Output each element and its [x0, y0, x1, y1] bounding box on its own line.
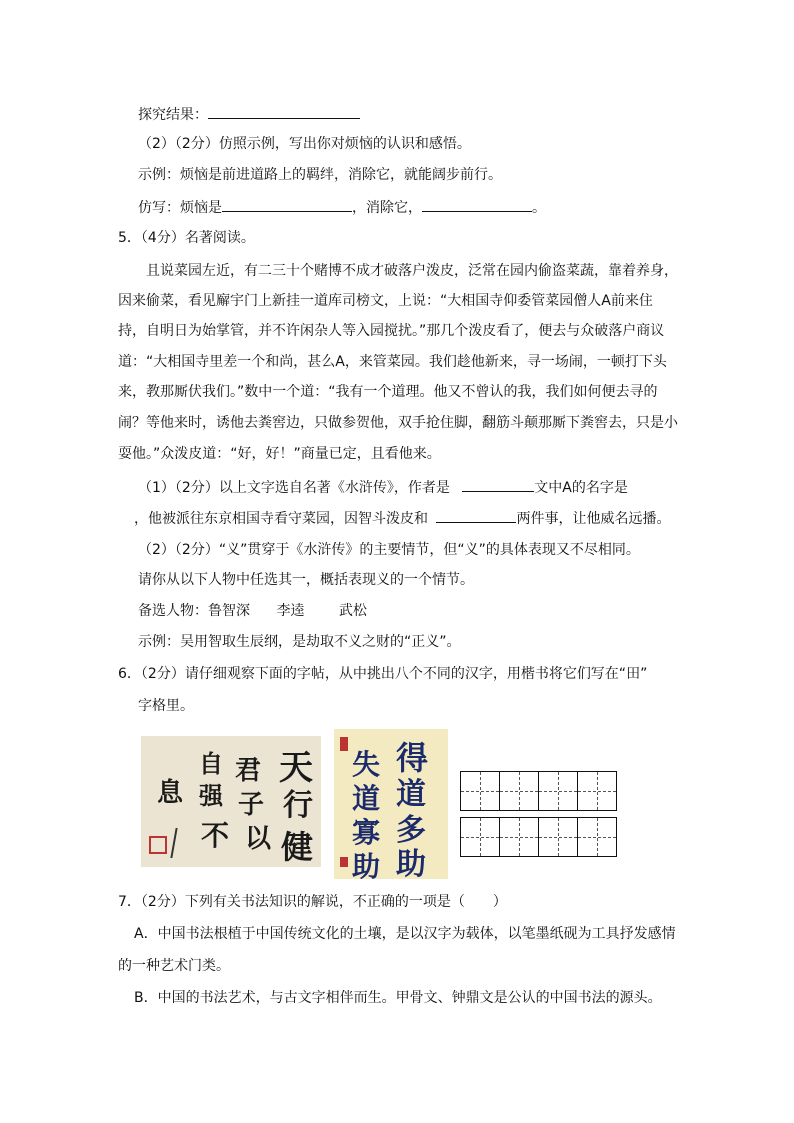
- imitate-middle: ，消除它，: [352, 200, 422, 216]
- calligraphy-image-2: [334, 729, 448, 879]
- q5-sub1-line2: [134, 508, 670, 529]
- imitate-prefix: 仿写：烦恼是: [138, 200, 222, 216]
- q5-options-line: [138, 601, 367, 621]
- tianzige-cell[interactable]: [460, 771, 500, 811]
- imitate-end: 。: [532, 200, 546, 216]
- calli1-char: 不: [201, 819, 230, 852]
- tianzige-row-1: [460, 771, 617, 811]
- calli1-char: 子: [238, 790, 265, 820]
- q5-option-2: 李逵: [276, 603, 305, 619]
- q5-passage-line: 来，教那厮伏我们。”数中一个道：“我有一个道理。他又不曾认的我，我们如何便去寻的: [118, 384, 658, 400]
- q4-2-title: （2）（2分）仿照示例，写出你对烦恼的认识和感悟。: [138, 136, 471, 152]
- tianzige-cell[interactable]: [577, 817, 617, 857]
- calligraphy-image-1: [141, 736, 321, 867]
- calli1-char: 行: [283, 788, 313, 823]
- q7-option-a-line2: 的一种艺术门类。: [118, 958, 230, 974]
- calli2-char: 助: [396, 847, 426, 879]
- q5-sub2-line2: 请你从以下人物中任选其一，概括表现义的一个情节。: [138, 572, 474, 588]
- q5-option-3: 武松: [338, 603, 367, 619]
- tianzige-cell[interactable]: [499, 771, 539, 811]
- seal-stamp: [149, 836, 167, 854]
- q5-sub1-text-a: （1）（2分）以上文字选自名著《水浒传》，作者是: [138, 480, 450, 496]
- explore-result-blank[interactable]: [208, 104, 360, 119]
- tianzige-cell[interactable]: [538, 771, 578, 811]
- q7-option-b[interactable]: B．中国的书法艺术，与古文字相伴而生。甲骨文、钟鼎文是公认的中国书法的源头。: [134, 990, 662, 1006]
- calli2-char: 助: [352, 850, 381, 879]
- calli1-char: 息: [157, 778, 184, 808]
- calli1-char: 健: [281, 828, 314, 866]
- q5-example: 示例：吴用智取生辰纲，是劫取不义之财的“正义”。: [138, 634, 461, 650]
- q5-option-1: 备选人物：鲁智深: [138, 603, 250, 619]
- q5-passage-line: 耍他。”众泼皮道：“好，好！”商量已定，且看他来。: [118, 446, 441, 462]
- tianzige-row-2: [460, 817, 617, 857]
- seal-stamp: [340, 737, 348, 751]
- calli1-char: 自: [199, 749, 223, 778]
- q5-sub1-line1: [138, 477, 628, 498]
- q5-passage-line: 闹？等他来时，诱他去粪窖边，只做参贺他，双手抢住脚，翻筋斗颠那厮下粪窖去，只是小: [118, 415, 678, 431]
- tianzige-cell[interactable]: [499, 817, 539, 857]
- calli1-char: 君: [235, 756, 262, 786]
- calli1-char: 天: [279, 748, 313, 788]
- explore-result-line: [138, 104, 360, 125]
- q5-passage-line: 且说菜园左近，有二三十个赌博不成才破落户泼皮，泛常在园内偷盗菜蔬，靠着养身，: [146, 263, 678, 279]
- q5-sub2-line1: （2）（2分）“义”贯穿于《水浒传》的主要情节，但“义”的具体表现又不尽相同。: [138, 542, 640, 558]
- tianzige-cell[interactable]: [577, 771, 617, 811]
- q5-passage-line: 持，自明日为始掌管，并不许闲杂人等入园搅扰。”那几个泼皮看了，便去与众破落户商议: [118, 323, 665, 339]
- q5-sub1-text-c: ，他被派往东京相国寺看守菜园，因智斗泼皮和: [134, 511, 428, 527]
- calli1-char: 强: [199, 781, 223, 810]
- q5-passage-line: 因来偷菜，看见廨宇门上新挂一道库司榜文，上说：“大相国寺仰委管菜园僧人A前来住: [118, 293, 653, 309]
- q5-event-blank[interactable]: [436, 508, 516, 523]
- signature-mark: [170, 828, 195, 858]
- q7-title: 7．（2分）下列有关书法知识的解说，不正确的一项是（ ）: [118, 894, 507, 910]
- imitate-blank-1[interactable]: [222, 197, 352, 212]
- q7-option-a-line1[interactable]: A．中国书法根植于中国传统文化的土壤，是以汉字为载体，以笔墨纸砚为工具抒发感情: [134, 926, 676, 942]
- q5-passage-line: 道：“大相国寺里差一个和尚，甚么A，来管菜园。我们趁他新来，寻一场闹，一顿打下头: [118, 354, 667, 370]
- q5-sub1-text-d: 两件事，让他威名远播。: [516, 511, 671, 527]
- calli1-char: 以: [245, 824, 272, 854]
- calli2-char: 寡: [352, 816, 381, 849]
- tianzige-cell[interactable]: [538, 817, 578, 857]
- tianzige-cell[interactable]: [460, 817, 500, 857]
- calli2-char: 多: [396, 813, 426, 848]
- q6-title-cont: 字格里。: [138, 698, 194, 714]
- calli2-char: 失: [352, 748, 381, 781]
- q5-title: 5．（4分）名著阅读。: [118, 230, 255, 246]
- q6-title: 6．（2分）请仔细观察下面的字帖，从中挑出八个不同的汉字，用楷书将它们写在“田”: [118, 666, 648, 682]
- q4-2-imitate-line: [138, 197, 546, 218]
- calli2-char: 得: [396, 739, 429, 777]
- q5-author-blank[interactable]: [462, 477, 534, 492]
- seal-stamp: [340, 857, 348, 867]
- q5-sub1-text-b: 文中A的名字是: [534, 480, 628, 496]
- imitate-blank-2[interactable]: [422, 197, 532, 212]
- calli2-char: 道: [396, 777, 426, 812]
- explore-result-label: 探究结果：: [138, 107, 208, 123]
- calli2-char: 道: [352, 782, 381, 815]
- q4-2-example: 示例：烦恼是前进道路上的羁绊，消除它，就能阔步前行。: [138, 167, 502, 183]
